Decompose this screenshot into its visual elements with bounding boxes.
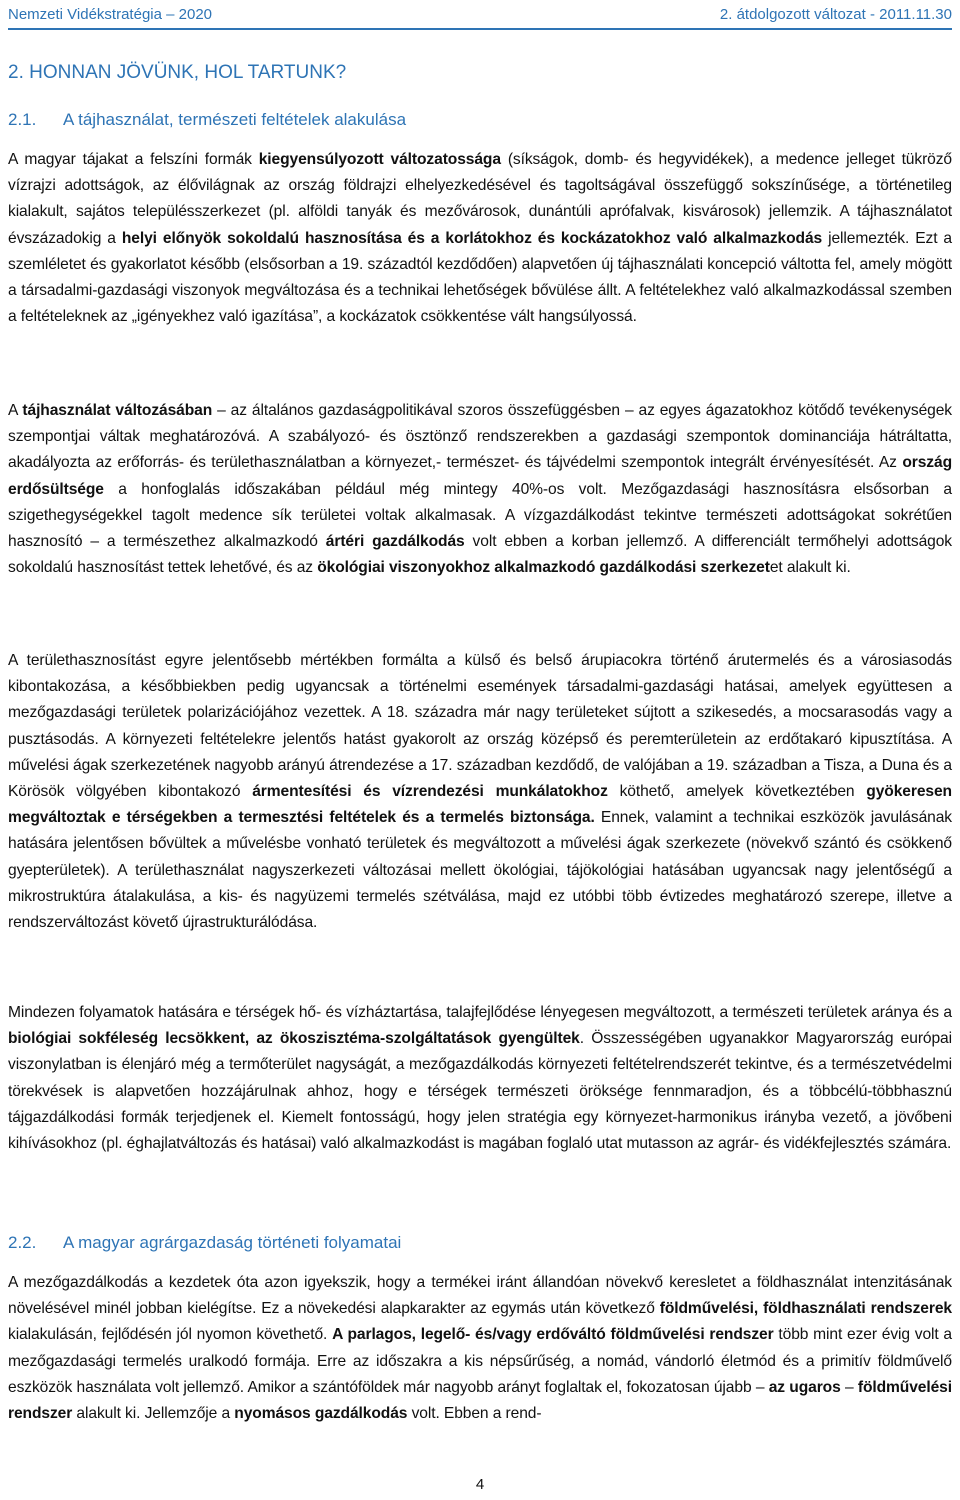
subsection-heading-2-1 bbox=[8, 110, 406, 130]
text-run: – az általános gazdaságpolitikával szoros összefüggésben – az egyes ágazatokhoz kötődő tevékenységek szempontjai váltak meghatározóvá. A szabályozó- és ösztönző rendszerekben a gazdasági szempontok dominanciája hátráltatta, akadályozta az erőforrás- és területhasználatban a környezet,- természet- és tájvédelmi szempontok integrált érvényesítését. Az bbox=[8, 402, 952, 472]
text-run: volt ebben a korban jellemző. A differenciált termőhelyi adottságok sokoldalú hasznosítást tettek lehetővé, és az bbox=[8, 533, 952, 577]
page-header bbox=[8, 0, 952, 30]
bold-run: kiegyensúlyozott változatossága bbox=[258, 151, 501, 168]
paragraph-2 bbox=[8, 398, 952, 581]
bold-run: földművelési, földhasználati rendszerek bbox=[659, 1300, 952, 1318]
paragraph-1 bbox=[8, 147, 952, 330]
text-run: (síkságok, domb- és hegyvidékek), a medence jelleget tükröző vízrajzi adottságok, az élővilágnak az ország földrajzi elhelyezkedésével és tagoltságával összefüggő sokszínűsége, a történetileg kialakult, sajátos településszerkezet (pl. alföldi tanyák és mezővárosok, dunántúli aprófalvak, kisvárosok) jellemzik. A tájhasználatot évszázadokig a bbox=[8, 151, 952, 247]
bold-run: biológiai sokféleség lecsökkent, az ökoszisztéma-szolgáltatások gyengültek bbox=[8, 1030, 580, 1048]
text-run: jellemezték. Ezt a szemléletet és gyakorlatot később (elsősorban a 19. századtól kezdődően) alapvetően új tájhasználati koncepció váltotta fel, amely mögött a társadalmi-gazdasági viszonyok megváltozása és a technikai lehetőségek bővülése állt. A feltételekhez való alkalmazkodással szemben a feltételeknek az „igényekhez való igazítása”, a kockázatok csökkentése vált hangsúlyossá. bbox=[8, 229, 952, 326]
subsection-number: 2.1. bbox=[8, 110, 37, 129]
text-run: Ennek, valamint a technikai eszközök javulásának hatására jelentősen bővültek a művelésbe vonható területek és megváltozott a művelési ágak szerkezete (növekvő szántó és csökkenő gyepterületek). A területhasználat nagyszerkezeti változásai mellett ökológiai, tájökológiai hatásában ugyancsak nagy jelentőségű a mikrostruktúra átalakulása, a kis- és nagyüzemi termelés szétválása, majd ez utóbbi több évtizedes meghatározó szerepe, illetve a rendszerváltozást követő újrastrukturálódása. bbox=[8, 809, 952, 932]
bold-run: helyi előnyök sokoldalú hasznosítása és a korlátokhoz és kockázatokhoz való alkalmazkodás bbox=[121, 229, 823, 247]
header-left-text: Nemzeti Vidékstratégia – 2020 bbox=[8, 5, 213, 23]
paragraph-3 bbox=[8, 648, 952, 936]
paragraph-4 bbox=[8, 1000, 952, 1157]
text-run: A magyar tájakat a felszíni formák bbox=[8, 151, 259, 168]
subsection-heading-2-2 bbox=[8, 1233, 401, 1253]
bold-run: az ugaros bbox=[768, 1378, 841, 1396]
subsection-number: 2.2. bbox=[8, 1233, 37, 1252]
text-run: . Összességében ugyanakkor Magyarország európai viszonylatban is élenjáró még a termőterület nagyságát, a mezőgazdálkodás környezeti feltételrendszerét tekintve, és a természetvédelmi törekvések is alapvetően hozzájárulnak ahhoz, hogy e térségek természeti öröksége fennmaradjon, és a többcélú-többhasznú tájgazdálkodási formák terjedjenek el. Kiemelt fontosságú, hogy jelen stratégia egy környezet-harmonikus irányba vezető, a jövőbeni kihívásokhoz (pl. éghajlatváltozás és hatásai) való alkalmazkodást is magában foglaló utat mutasson az agrár- és vidékfejlesztés számára. bbox=[8, 1030, 952, 1153]
subsection-title: A magyar agrárgazdaság történeti folyamatai bbox=[63, 1233, 402, 1252]
bold-run: tájhasználat változásában bbox=[22, 402, 213, 419]
text-run: a honfoglalás időszakában például még mintegy 40%-os volt. Mezőgazdasági hasznosításra elsősorban a szigethegységekkel tagolt medence sík területei voltak alkalmasak. A vízgazdálkodást tekintve természeti adottságokat sokrétűen hasznosító – a természethez alkalmazkodó bbox=[8, 480, 952, 551]
text-run: volt. Ebben a rend- bbox=[407, 1405, 542, 1423]
bold-run: ármentesítési és vízrendezési munkálatokhoz bbox=[252, 783, 608, 801]
text-run: kialakulásán, fejlődésén jól nyomon követhető. bbox=[8, 1326, 333, 1344]
subsection-title: A tájhasználat, természeti feltételek alakulása bbox=[63, 110, 407, 129]
text-run: több mint ezer évig volt a mezőgazdasági termelés uralkodó formája. Erre az időszakra a kis népsűrűség, a nomád, vándorló életmód és a primitív földművelő eszközök használata volt jellemző. Amikor a szántóföldek már nagyobb arányt foglaltak el, fokozatosan újabb – bbox=[8, 1326, 953, 1396]
header-right-text: 2. átdolgozott változat - 2011.11.30 bbox=[719, 5, 952, 23]
bold-run: A parlagos, legelő- és/vagy erdőváltó földművelési rendszer bbox=[332, 1326, 774, 1344]
text-run: – bbox=[840, 1378, 858, 1396]
text-run: Mindezen folyamatok hatására e térségek hő- és vízháztartása, talajfejlődése lényegesen megváltozott, a természeti területek aránya és a bbox=[8, 1004, 952, 1021]
text-run: alakult ki. Jellemzője a bbox=[72, 1405, 235, 1423]
bold-run: ország erdősültsége bbox=[8, 454, 952, 498]
bold-run: ártéri gazdálkodás bbox=[325, 533, 465, 551]
bold-run: földművelési rendszer bbox=[8, 1378, 952, 1423]
bold-run: ökológiai viszonyokhoz alkalmazkodó gazdálkodási szerkezet bbox=[317, 559, 770, 577]
text-run: A területhasznosítást egyre jelentősebb mértékben formálta a külső és belső árupiacokra történő árutermelés és a városiasodás kibontakozása, a későbbiekben pedig ugyancsak a történelmi események társadalmi-gazdasági hatásai, amelyek együttesen a mezőgazdasági területek polarizációjához vezettek. A 18. századra már nagy területeket sújtott a szikesedés, a mocsarasodás vagy a pusztásodás. A környezeti feltételekre jelentős hatást gyakorolt az ország középső és peremterületein az erdőtakaró kipusztítása. A művelési ágak szerkezetének nagyobb arányú átrendezése a 17. században kezdődő, de valójában a 19. században a Tisza, a Duna és a Körösök völgyében kibontakozó bbox=[8, 652, 952, 801]
section-heading: 2. HONNAN JÖVÜNK, HOL TARTUNK? bbox=[8, 62, 347, 83]
bold-run: nyomásos gazdálkodás bbox=[234, 1405, 408, 1423]
paragraph-5 bbox=[8, 1270, 952, 1427]
bold-run: gyökeresen megváltoztak e térségekben a termesztési feltételek és a termelés biztonsága. bbox=[8, 783, 952, 827]
text-run: A mezőgazdálkodás a kezdetek óta azon igyekszik, hogy a termékei iránt állandóan növekvő keresletet a földhasználat intenzitásának növelésével minél jobban kielégítse. Ez a növekedési alapkarakter az egymás után következő bbox=[8, 1274, 952, 1318]
text-run: köthető, amelyek következtében bbox=[607, 783, 867, 801]
page-number: 4 bbox=[475, 1476, 485, 1493]
text-run: et alakult ki. bbox=[769, 559, 851, 577]
text-run: A bbox=[8, 402, 23, 419]
